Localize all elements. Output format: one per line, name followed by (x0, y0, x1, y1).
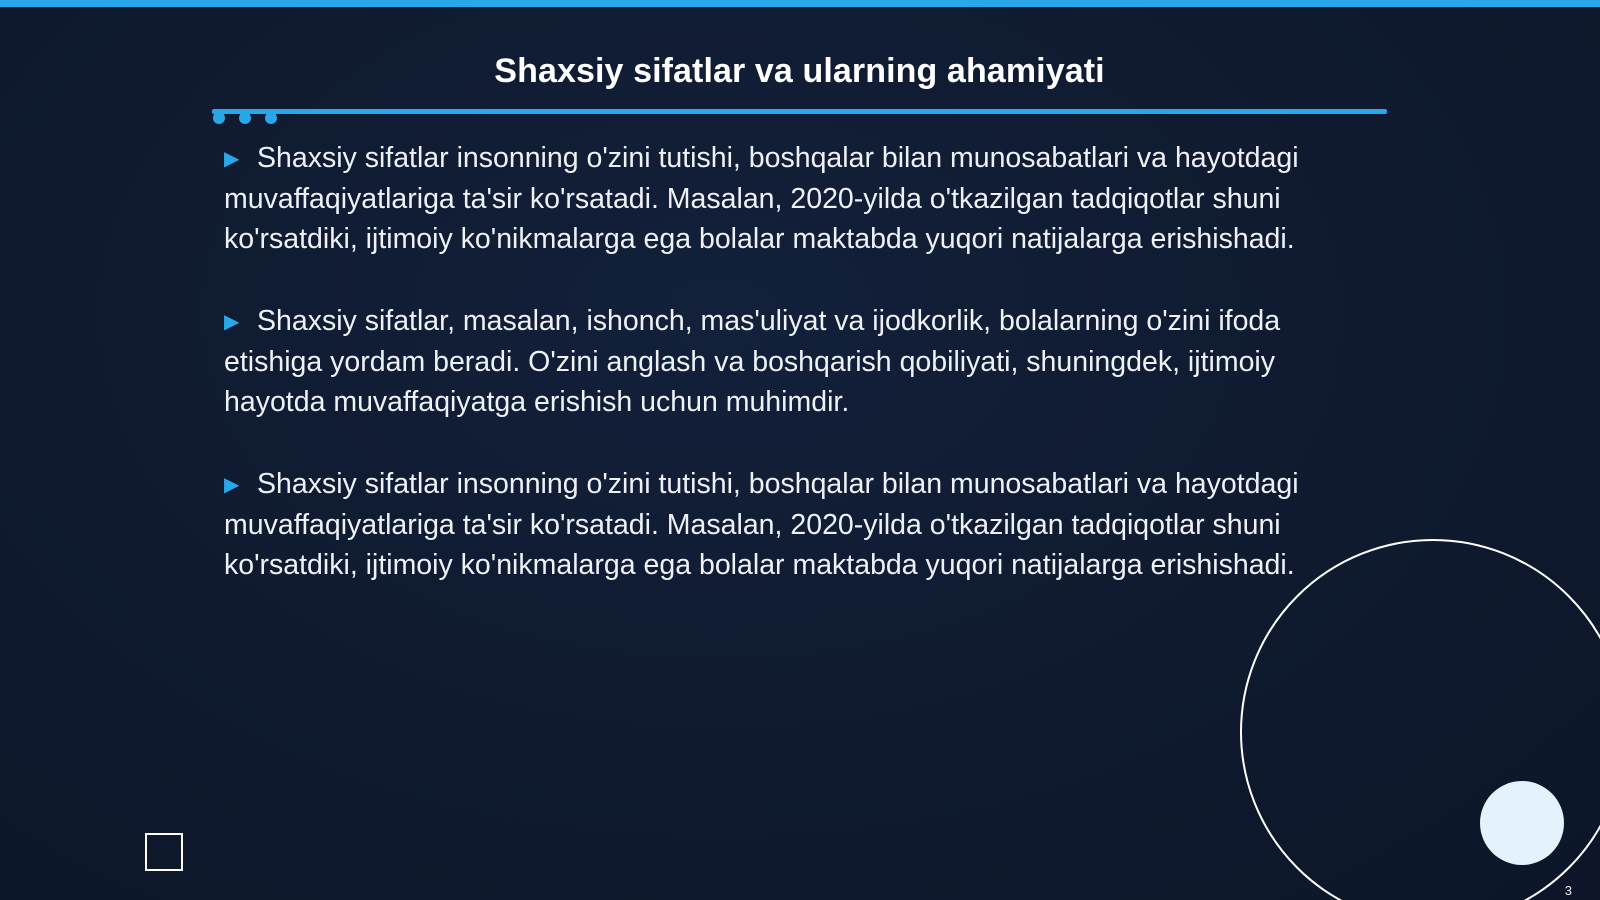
triangle-bullet-icon: ▶ (224, 474, 240, 496)
bullet-item (224, 464, 1384, 585)
decorative-dot (213, 112, 225, 124)
bullet-text: Shaxsiy sifatlar insonning o'zini tutishi, boshqalar bilan munosabatlari va hayotdagi muvaffaqiyatlariga ta'sir ko'rsatadi. Masalan, 2020-yilda o'tkazilgan tadqiqotlar shuni ko'rsatdiki, ijtimoiy ko'nikmalarga ega bolalar maktabda yuqori natijalarga erishishadi. (224, 468, 1299, 581)
bullet-item (224, 138, 1384, 259)
decorative-dot (265, 112, 277, 124)
title-underline (212, 109, 1387, 114)
bullet-list (224, 138, 1384, 627)
triangle-bullet-icon: ▶ (224, 311, 240, 333)
page-number: 3 (1564, 883, 1572, 898)
decorative-dot (239, 112, 251, 124)
bullet-text: Shaxsiy sifatlar, masalan, ishonch, mas'uliyat va ijodkorlik, bolalarning o'zini ifoda etishiga yordam beradi. O'zini anglash va boshqarish qobiliyati, shuningdek, ijtimoiy hayotda muvaffaqiyatga erishish uchun muhimdir. (224, 305, 1281, 418)
slide-title: Shaxsiy sifatlar va ularning ahamiyati (494, 52, 1105, 90)
bullet-text: Shaxsiy sifatlar insonning o'zini tutishi, boshqalar bilan munosabatlari va hayotdagi muvaffaqiyatlariga ta'sir ko'rsatadi. Masalan, 2020-yilda o'tkazilgan tadqiqotlar shuni ko'rsatdiki, ijtimoiy ko'nikmalarga ega bolalar maktabda yuqori natijalarga erishishadi. (224, 142, 1299, 255)
triangle-bullet-icon: ▶ (224, 148, 240, 170)
decorative-circle-filled (1480, 781, 1564, 865)
bullet-item (224, 301, 1384, 422)
top-accent-bar (0, 0, 1600, 7)
decorative-square (145, 833, 183, 871)
